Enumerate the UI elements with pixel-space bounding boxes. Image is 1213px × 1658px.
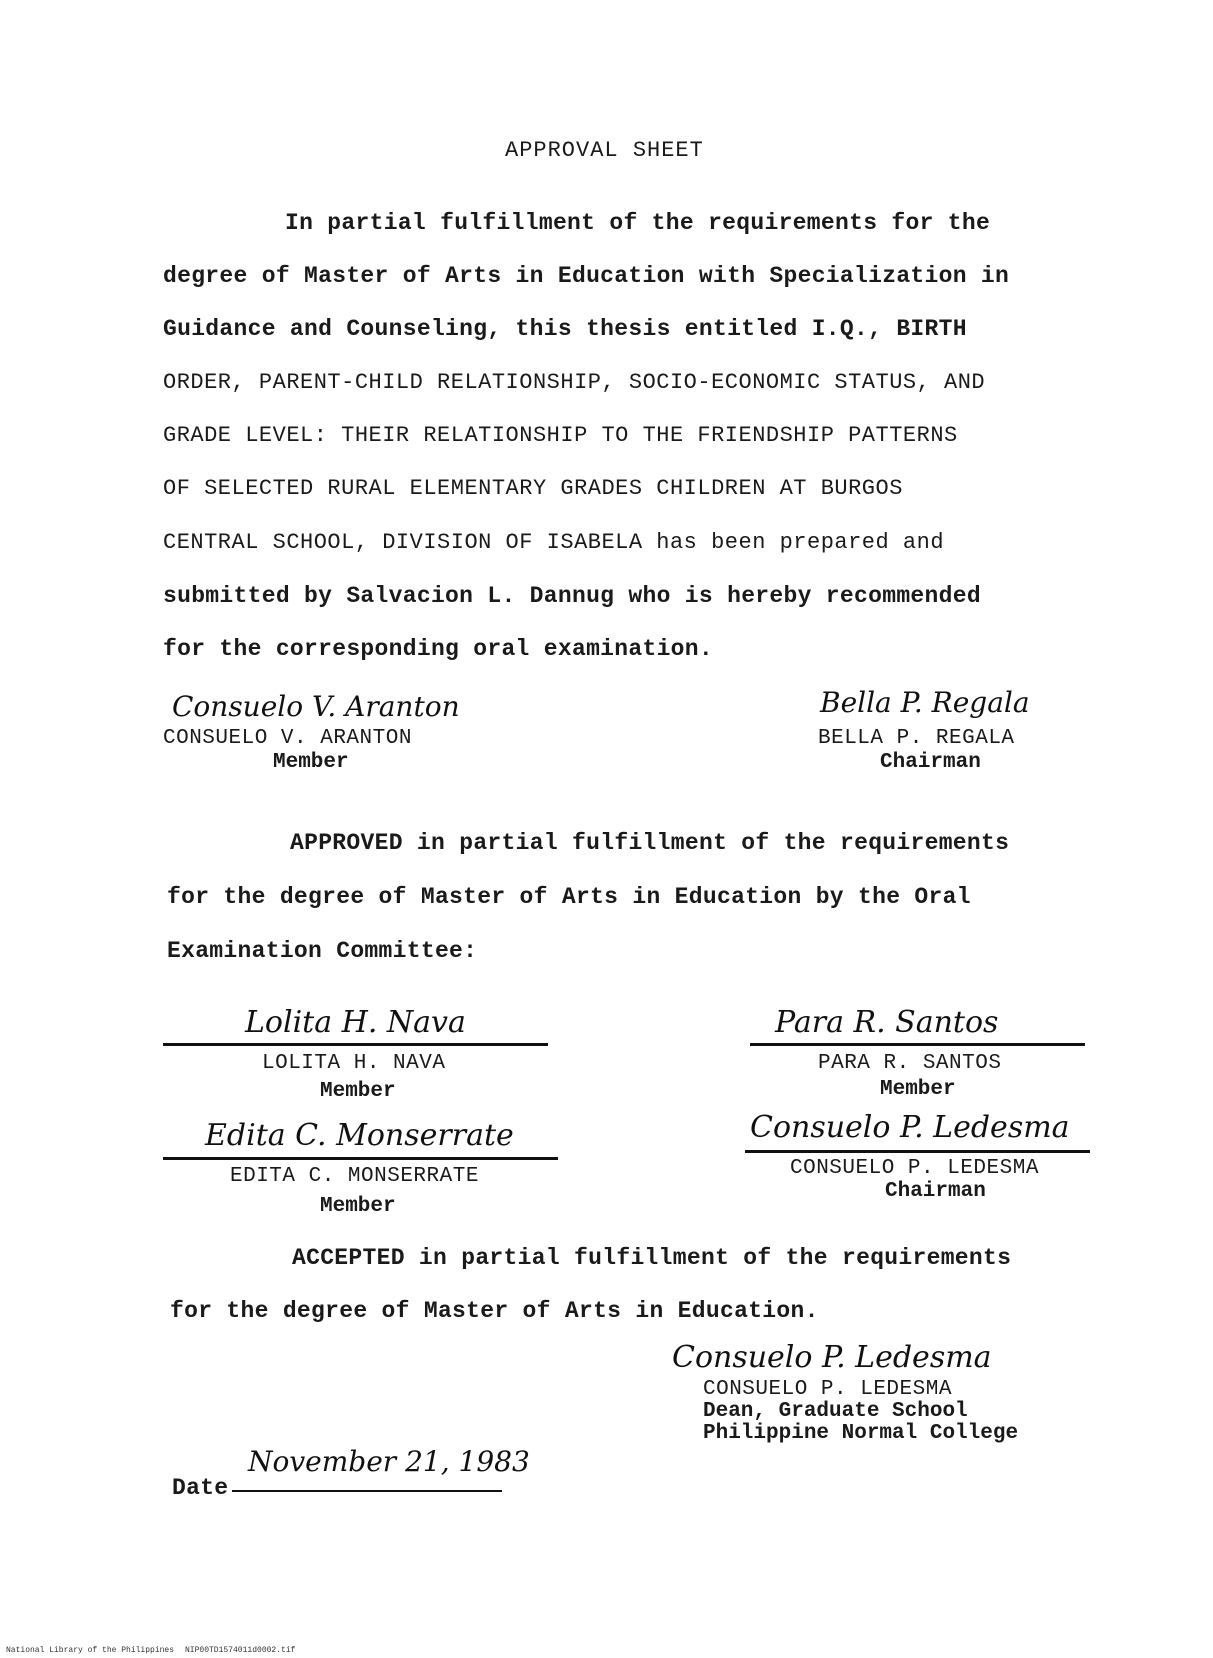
recommendation-line: OF SELECTED RURAL ELEMENTARY GRADES CHILDREN AT BURGOS xyxy=(163,476,903,501)
signature: Para R. Santos xyxy=(775,1005,999,1040)
date-label: Date xyxy=(172,1475,229,1501)
approved-line: for the degree of Master of Arts in Education by the Oral xyxy=(167,884,971,910)
approved-line: Examination Committee: xyxy=(167,938,478,964)
signatory-name: CONSUELO V. ARANTON xyxy=(163,727,412,750)
signature: Lolita H. Nava xyxy=(245,1005,466,1040)
recommendation-line: submitted by Salvacion L. Dannug who is hereby recommended xyxy=(163,583,981,609)
recommendation-line: CENTRAL SCHOOL, DIVISION OF ISABELA has been prepared and xyxy=(163,530,945,555)
signatory-role: Member xyxy=(320,1080,396,1103)
signatory-role: Chairman xyxy=(880,751,981,774)
footer-file-name: NIP00TD1574011d0002.tif xyxy=(185,1646,296,1655)
signatory-name: CONSUELO P. LEDESMA xyxy=(790,1157,1039,1180)
signature: Consuelo V. Aranton xyxy=(172,690,460,723)
accepted-line: for the degree of Master of Arts in Education. xyxy=(170,1298,819,1324)
institution-name: Philippine Normal College xyxy=(703,1422,1019,1445)
page-title: APPROVAL SHEET xyxy=(505,138,704,163)
accepted-line: ACCEPTED in partial fulfillment of the requirements xyxy=(292,1245,1012,1271)
signature: Bella P. Regala xyxy=(820,686,1030,719)
signature-line xyxy=(750,1043,1085,1046)
signature-line xyxy=(745,1150,1090,1153)
signatory-role: Member xyxy=(273,751,349,774)
signature-line xyxy=(163,1043,548,1046)
dean-title: Dean, Graduate School xyxy=(703,1400,968,1423)
date-line xyxy=(232,1490,502,1492)
signatory-name: BELLA P. REGALA xyxy=(818,727,1015,750)
signature: Consuelo P. Ledesma xyxy=(750,1110,1070,1145)
signature: Edita C. Monserrate xyxy=(205,1118,514,1153)
signatory-role: Member xyxy=(320,1195,396,1218)
recommendation-line: ORDER, PARENT-CHILD RELATIONSHIP, SOCIO-ECONOMIC STATUS, AND xyxy=(163,370,986,395)
recommendation-line: Guidance and Counseling, this thesis entitled I.Q., BIRTH xyxy=(163,316,967,342)
recommendation-line: GRADE LEVEL: THEIR RELATIONSHIP TO THE FRIENDSHIP PATTERNS xyxy=(163,423,958,448)
footer-library-credit: National Library of the Philippines xyxy=(6,1646,175,1655)
signature: Consuelo P. Ledesma xyxy=(672,1340,992,1375)
signatory-name: LOLITA H. NAVA xyxy=(262,1052,446,1075)
signatory-name: CONSUELO P. LEDESMA xyxy=(703,1378,952,1401)
recommendation-line: degree of Master of Arts in Education with Specialization in xyxy=(163,263,1010,289)
recommendation-line: for the corresponding oral examination. xyxy=(163,636,713,662)
signatory-role: Member xyxy=(880,1078,956,1101)
signatory-role: Chairman xyxy=(885,1180,986,1203)
date-value: November 21, 1983 xyxy=(248,1445,530,1478)
signatory-name: PARA R. SANTOS xyxy=(818,1052,1002,1075)
approved-line: APPROVED in partial fulfillment of the requirements xyxy=(290,830,1010,856)
signature-line xyxy=(163,1157,558,1160)
signatory-name: EDITA C. MONSERRATE xyxy=(230,1165,479,1188)
recommendation-line: In partial fulfillment of the requirements for the xyxy=(285,210,991,236)
